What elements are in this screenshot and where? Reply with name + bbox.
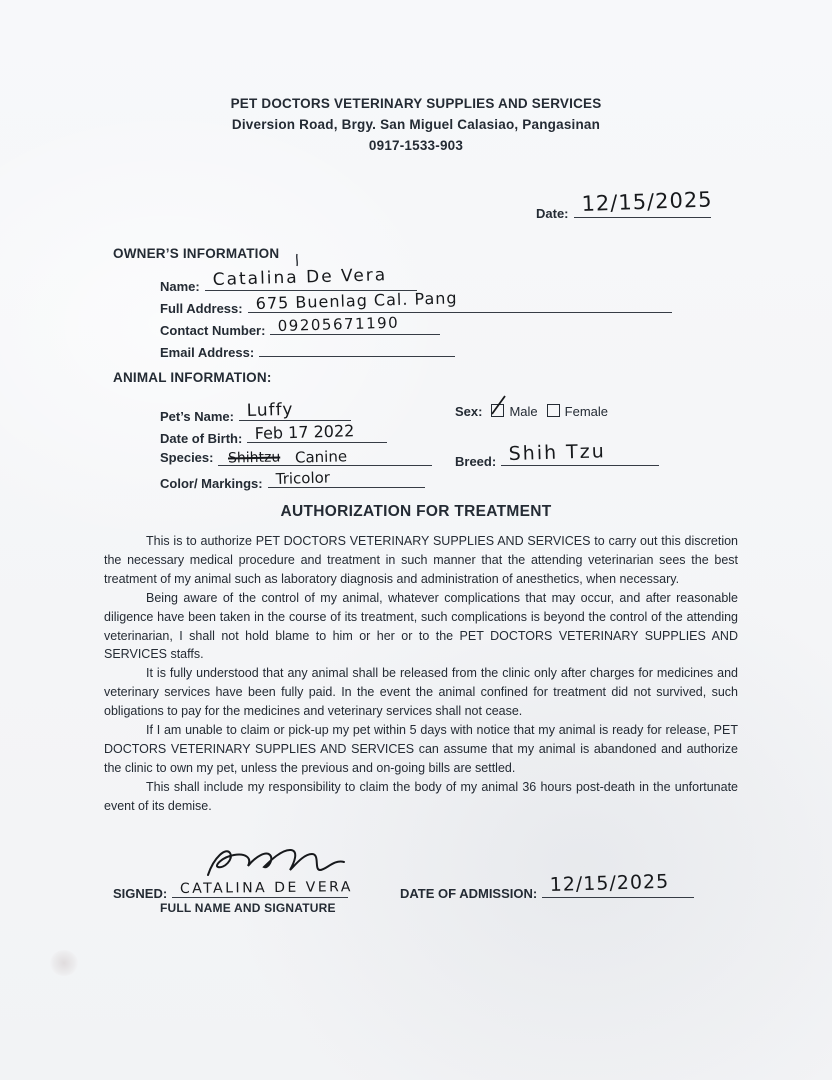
contact-label: Contact Number:	[160, 323, 266, 338]
female-label: Female	[564, 404, 609, 419]
dob-label: Date of Birth:	[160, 431, 243, 446]
email-field	[259, 339, 455, 357]
contact-row	[160, 313, 440, 338]
dob-value: Feb 17 2022	[254, 421, 355, 443]
date-label: Date:	[536, 206, 569, 221]
dob-row	[160, 421, 387, 446]
pet-name-label: Pet’s Name:	[160, 409, 234, 424]
authorization-paragraph: It is fully understood that any animal shall be released from the clinic only after charges for medicines and veterinary services have been fully paid. In the event the animal confined for treatment did not survived, such obligations to pay for the medicines and veterinary services shall not cease.	[104, 666, 738, 719]
authorization-body	[104, 532, 738, 816]
male-check-mark	[489, 395, 509, 419]
clinic-name: PET DOCTORS VETERINARY SUPPLIES AND SERVICES	[230, 96, 602, 111]
date-row	[536, 187, 713, 221]
name-label: Name:	[160, 279, 200, 294]
breed-row	[455, 440, 659, 469]
male-checkbox	[491, 404, 504, 417]
signed-label: SIGNED:	[113, 886, 168, 901]
male-label: Male	[509, 404, 538, 419]
species-label: Species:	[160, 450, 214, 465]
admission-value: 12/15/2025	[549, 870, 670, 896]
authorization-paragraph: Being aware of the control of my animal, whatever complications that may occur, and after reasonable diligence have been taken in the course of its treatment, such complications is beyond the control of the attending veterinarian, I shall not hold blame to him or her or to the PET DOCTORS VETERINARY SUPPLIES AND SERVICES staffs.	[104, 590, 738, 662]
color-markings-row	[160, 470, 425, 491]
species-value: Canine	[294, 447, 348, 467]
address-value: 675 Buenlag Cal. Pang	[255, 288, 458, 313]
sex-label: Sex:	[455, 404, 483, 419]
signed-row	[113, 879, 354, 901]
date-field	[574, 187, 713, 218]
species-row	[160, 448, 432, 466]
female-checkbox	[547, 404, 560, 417]
clinic-address: Diversion Road, Brgy. San Miguel Calasiao, Pangasinan	[231, 117, 601, 132]
species-field	[218, 448, 432, 466]
stray-pen-mark	[293, 253, 303, 267]
authorization-title: AUTHORIZATION FOR TREATMENT	[280, 503, 552, 520]
admission-field	[542, 870, 694, 898]
email-label: Email Address:	[160, 345, 255, 360]
pet-name-row	[160, 399, 351, 424]
date-value: 12/15/2025	[580, 187, 713, 216]
pet-name-field	[239, 399, 351, 421]
breed-value: Shih Tzu	[508, 440, 607, 465]
name-field	[205, 265, 417, 291]
email-row	[160, 339, 455, 360]
pet-name-value: Luffy	[246, 399, 294, 421]
clinic-phone: 0917-1533-903	[368, 138, 464, 153]
breed-field	[501, 440, 659, 466]
color-markings-label: Color/ Markings:	[160, 476, 263, 491]
signed-value: CATALINA DE VERA	[180, 879, 354, 897]
paper-smudge	[50, 950, 78, 976]
authorization-paragraph: If I am unable to claim or pick-up my pet within 5 days with notice that my animal is ready for release, PET DOCTORS VETERINARY SUPPLIES AND SERVICES can assume that my animal is abandoned and authorize the clinic to own my pet, unless the previous and on-going bills are settled.	[104, 723, 738, 775]
color-markings-field	[268, 470, 425, 488]
authorization-paragraph: This shall include my responsibility to claim the body of my animal 36 hours post-death in the unfortunate event of its demise.	[104, 779, 738, 813]
clinic-header	[0, 93, 832, 156]
address-label: Full Address:	[160, 301, 243, 316]
authorization-paragraph: This is to authorize PET DOCTORS VETERINARY SUPPLIES AND SERVICES to carry out this discretion the necessary medical procedure and treatment in such manner that the attending veterinarian sees the best treatment of my animal such as laboratory diagnosis and administration of anesthetics, when necessary.	[104, 534, 738, 586]
admission-row	[400, 870, 694, 901]
name-value: Catalina De Vera	[212, 265, 388, 290]
signed-field	[172, 879, 354, 898]
address-row	[160, 288, 672, 316]
animal-section-title: ANIMAL INFORMATION:	[113, 370, 272, 385]
breed-label: Breed:	[455, 454, 497, 469]
sex-row	[455, 403, 608, 419]
contact-field	[270, 313, 440, 335]
admission-label: DATE OF ADMISSION:	[400, 886, 538, 901]
signature-caption: FULL NAME AND SIGNATURE	[160, 901, 336, 915]
species-struck-value: Shihtzu	[228, 449, 281, 467]
contact-value: 09205671190	[277, 313, 400, 335]
address-field	[248, 288, 672, 313]
owner-section-title: OWNER’S INFORMATION	[113, 246, 280, 261]
dob-field	[247, 421, 387, 443]
color-markings-value: Tricolor	[275, 468, 330, 488]
